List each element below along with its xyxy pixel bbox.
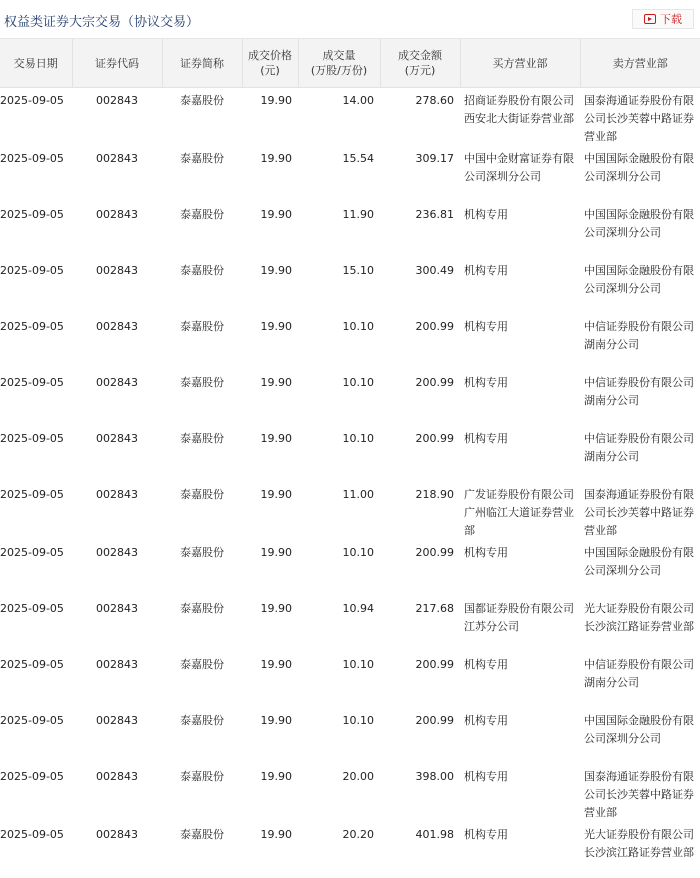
cell-amount: 200.99 <box>415 658 454 671</box>
cell-security-name: 泰嘉股份 <box>180 152 224 165</box>
table-header-row <box>0 39 700 88</box>
table-row <box>0 596 700 652</box>
table-row <box>0 146 700 202</box>
cell-price: 19.90 <box>260 152 292 165</box>
cell-seller: 光大证券股份有限公司长沙滨江路证券营业部 <box>584 828 694 859</box>
cell-price: 19.90 <box>260 546 292 559</box>
cell-trade-date: 2025-09-05 <box>0 770 64 783</box>
table-row <box>0 708 700 764</box>
cell-trade-date: 2025-09-05 <box>0 602 64 615</box>
table-row <box>0 258 700 314</box>
cell-security-name: 泰嘉股份 <box>180 432 224 445</box>
cell-seller: 中信证券股份有限公司湖南分公司 <box>584 320 694 351</box>
cell-trade-date: 2025-09-05 <box>0 376 64 389</box>
cell-buyer: 机构专用 <box>464 770 508 783</box>
header-volume: 成交量 (万股/万份) <box>298 39 380 88</box>
cell-seller: 国泰海通证券股份有限公司长沙芙蓉中路证券营业部 <box>584 94 694 143</box>
cell-trade-date: 2025-09-05 <box>0 714 64 727</box>
cell-security-code: 002843 <box>96 208 138 221</box>
cell-trade-date: 2025-09-05 <box>0 264 64 277</box>
cell-volume: 15.54 <box>342 152 374 165</box>
cell-seller: 中国国际金融股份有限公司深圳分公司 <box>584 208 694 239</box>
cell-amount: 398.00 <box>415 770 454 783</box>
cell-security-name: 泰嘉股份 <box>180 320 224 333</box>
cell-seller: 中信证券股份有限公司湖南分公司 <box>584 658 694 689</box>
cell-volume: 10.10 <box>342 376 374 389</box>
cell-buyer: 国都证券股份有限公司江苏分公司 <box>464 602 574 633</box>
cell-security-code: 002843 <box>96 152 138 165</box>
table-row <box>0 822 700 878</box>
table-row <box>0 426 700 482</box>
download-icon <box>644 14 656 24</box>
cell-security-code: 002843 <box>96 546 138 559</box>
cell-volume: 15.10 <box>342 264 374 277</box>
cell-security-code: 002843 <box>96 488 138 501</box>
cell-buyer: 招商证券股份有限公司西安北大街证券营业部 <box>464 94 574 125</box>
cell-trade-date: 2025-09-05 <box>0 828 64 841</box>
cell-trade-date: 2025-09-05 <box>0 208 64 221</box>
cell-volume: 10.10 <box>342 658 374 671</box>
cell-price: 19.90 <box>260 264 292 277</box>
cell-amount: 300.49 <box>415 264 454 277</box>
page-title: 权益类证券大宗交易（协议交易） <box>4 15 200 30</box>
cell-volume: 11.00 <box>342 488 374 501</box>
cell-price: 19.90 <box>260 770 292 783</box>
cell-trade-date: 2025-09-05 <box>0 152 64 165</box>
table-row <box>0 202 700 258</box>
header-price: 成交价格 (元) <box>242 39 298 88</box>
cell-price: 19.90 <box>260 376 292 389</box>
cell-seller: 中国国际金融股份有限公司深圳分公司 <box>584 152 694 183</box>
cell-security-name: 泰嘉股份 <box>180 828 224 841</box>
cell-seller: 中国国际金融股份有限公司深圳分公司 <box>584 546 694 577</box>
cell-volume: 20.20 <box>342 828 374 841</box>
cell-buyer: 机构专用 <box>464 432 508 445</box>
cell-seller: 光大证券股份有限公司长沙滨江路证券营业部 <box>584 602 694 633</box>
cell-security-code: 002843 <box>96 828 138 841</box>
cell-buyer: 中国中金财富证券有限公司深圳分公司 <box>464 152 574 183</box>
cell-seller: 国泰海通证券股份有限公司长沙芙蓉中路证券营业部 <box>584 770 694 819</box>
cell-amount: 200.99 <box>415 320 454 333</box>
cell-seller: 中信证券股份有限公司湖南分公司 <box>584 432 694 463</box>
cell-volume: 11.90 <box>342 208 374 221</box>
cell-buyer: 机构专用 <box>464 264 508 277</box>
block-trade-table <box>0 39 700 878</box>
cell-price: 19.90 <box>260 432 292 445</box>
cell-security-code: 002843 <box>96 94 138 107</box>
table-row <box>0 314 700 370</box>
cell-seller: 中国国际金融股份有限公司深圳分公司 <box>584 714 694 745</box>
cell-seller: 中信证券股份有限公司湖南分公司 <box>584 376 694 407</box>
cell-security-name: 泰嘉股份 <box>180 488 224 501</box>
download-label: 下载 <box>660 13 682 26</box>
cell-price: 19.90 <box>260 488 292 501</box>
cell-price: 19.90 <box>260 658 292 671</box>
cell-price: 19.90 <box>260 828 292 841</box>
header-buyer: 买方营业部 <box>460 39 580 88</box>
cell-volume: 10.10 <box>342 432 374 445</box>
cell-price: 19.90 <box>260 320 292 333</box>
table-row <box>0 540 700 596</box>
cell-volume: 10.94 <box>342 602 374 615</box>
cell-price: 19.90 <box>260 94 292 107</box>
cell-buyer: 机构专用 <box>464 658 508 671</box>
cell-amount: 278.60 <box>415 94 454 107</box>
cell-amount: 401.98 <box>415 828 454 841</box>
cell-amount: 200.99 <box>415 546 454 559</box>
cell-security-code: 002843 <box>96 264 138 277</box>
header-amount: 成交金额 (万元) <box>380 39 460 88</box>
title-bar <box>0 0 700 39</box>
cell-seller: 中国国际金融股份有限公司深圳分公司 <box>584 264 694 295</box>
cell-buyer: 机构专用 <box>464 714 508 727</box>
cell-price: 19.90 <box>260 208 292 221</box>
cell-security-name: 泰嘉股份 <box>180 770 224 783</box>
cell-security-name: 泰嘉股份 <box>180 94 224 107</box>
cell-security-code: 002843 <box>96 770 138 783</box>
cell-volume: 20.00 <box>342 770 374 783</box>
cell-amount: 217.68 <box>415 602 454 615</box>
table-row <box>0 764 700 822</box>
cell-security-code: 002843 <box>96 320 138 333</box>
cell-security-name: 泰嘉股份 <box>180 546 224 559</box>
cell-trade-date: 2025-09-05 <box>0 320 64 333</box>
cell-trade-date: 2025-09-05 <box>0 488 64 501</box>
cell-buyer: 机构专用 <box>464 208 508 221</box>
cell-buyer: 广发证券股份有限公司广州临江大道证券营业部 <box>464 488 574 537</box>
cell-trade-date: 2025-09-05 <box>0 546 64 559</box>
cell-security-code: 002843 <box>96 432 138 445</box>
cell-price: 19.90 <box>260 602 292 615</box>
table-row <box>0 652 700 708</box>
cell-security-code: 002843 <box>96 658 138 671</box>
cell-trade-date: 2025-09-05 <box>0 658 64 671</box>
header-security-name: 证券简称 <box>162 39 242 88</box>
cell-buyer: 机构专用 <box>464 546 508 559</box>
header-seller: 卖方营业部 <box>580 39 700 88</box>
table-row <box>0 482 700 540</box>
cell-amount: 218.90 <box>415 488 454 501</box>
cell-security-name: 泰嘉股份 <box>180 602 224 615</box>
cell-amount: 200.99 <box>415 376 454 389</box>
header-trade-date: 交易日期 <box>0 39 72 88</box>
cell-amount: 200.99 <box>415 432 454 445</box>
cell-trade-date: 2025-09-05 <box>0 432 64 445</box>
cell-volume: 10.10 <box>342 714 374 727</box>
cell-security-code: 002843 <box>96 714 138 727</box>
cell-buyer: 机构专用 <box>464 376 508 389</box>
cell-amount: 200.99 <box>415 714 454 727</box>
cell-buyer: 机构专用 <box>464 828 508 841</box>
cell-security-name: 泰嘉股份 <box>180 264 224 277</box>
table-row <box>0 370 700 426</box>
download-button[interactable] <box>632 9 694 29</box>
header-security-code: 证券代码 <box>72 39 162 88</box>
cell-security-name: 泰嘉股份 <box>180 376 224 389</box>
cell-security-code: 002843 <box>96 376 138 389</box>
cell-trade-date: 2025-09-05 <box>0 94 64 107</box>
cell-buyer: 机构专用 <box>464 320 508 333</box>
cell-volume: 10.10 <box>342 546 374 559</box>
cell-amount: 309.17 <box>415 152 454 165</box>
cell-security-name: 泰嘉股份 <box>180 208 224 221</box>
cell-volume: 10.10 <box>342 320 374 333</box>
cell-security-code: 002843 <box>96 602 138 615</box>
cell-security-name: 泰嘉股份 <box>180 714 224 727</box>
cell-volume: 14.00 <box>342 94 374 107</box>
cell-amount: 236.81 <box>415 208 454 221</box>
table-row <box>0 88 700 147</box>
cell-seller: 国泰海通证券股份有限公司长沙芙蓉中路证券营业部 <box>584 488 694 537</box>
cell-price: 19.90 <box>260 714 292 727</box>
cell-security-name: 泰嘉股份 <box>180 658 224 671</box>
